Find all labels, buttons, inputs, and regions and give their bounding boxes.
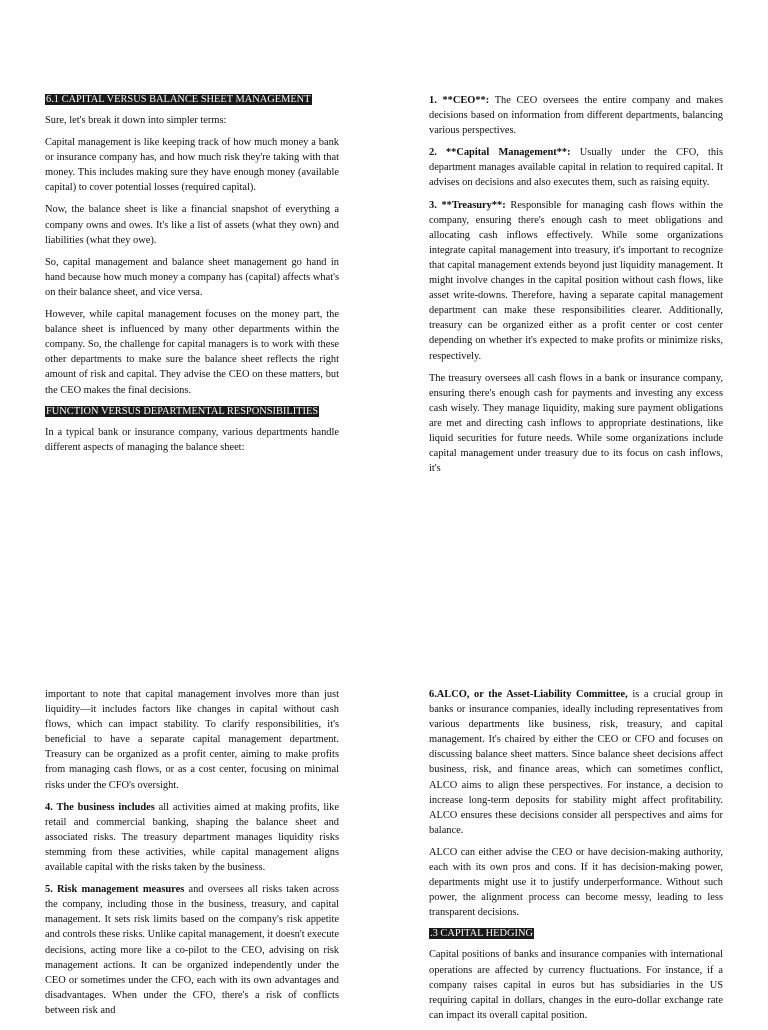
item-label: 6.ALCO, or the Asset-Liability Committee,	[429, 689, 628, 700]
item-label: 2. **Capital Management**:	[429, 147, 571, 159]
list-item	[429, 687, 723, 838]
paragraph: So, capital management and balance sheet management go hand in hand because how much money a company has (capital) affects what's on their balance sheet, and vice versa.	[45, 256, 339, 298]
column-bottom-left	[45, 687, 339, 1025]
heading-text: 6.1 CAPITAL VERSUS BALANCE SHEET MANAGEMENT	[46, 94, 311, 105]
item-text: and oversees all risks taken across the company, including those in the business, treasury, and capital management. It sets risk limits based on the company's risk appetite and controls these risks. Unlike capital management, it doesn't execute decisions, acting more like a co-pilot to the CEO, advising on risk management actions. It can be organized independently under the CEO or sometimes under the CFO, each with its own advantages and disadvantages. When under the CFO, there's a risk of conflicts between risk and	[45, 884, 339, 1016]
intro-paragraph: Sure, let's break it down into simpler terms:	[45, 115, 227, 126]
item-text: The CEO oversees the entire company and makes decisions based on information from different departments, balancing various perspectives.	[429, 95, 723, 137]
item-text: all activities aimed at making profits, like retail and commercial banking, shaping the balance sheet and associated risks. The treasury department manages liquidity risks stemming from these activities, while capital management aligns available capital with the risks taken by the business.	[45, 801, 339, 874]
section-heading	[45, 93, 339, 107]
paragraph: important to note that capital management involves more than just liquidity—it includes factors like changes in capital without cash flows, which can impact stability. To clarify responsibilities, it's beneficial to have a separate capital management department. Treasury can be organized as a profit center, aiming to make profits from managing cash flows, or as a cost center, focusing on minimal risks under the CFO's oversight.	[45, 689, 339, 791]
item-text: Responsible for managing cash flows within the company, ensuring there's enough cash to meet obligations and allocating cash inflows effectively. While some organizations integrate capital management into treasury, it's important to recognize that capital management extends beyond just liquidity management. It might involve changes in the capital position without cash flows, like asset write-downs. Therefore, having a separate capital management department can make these responsibilities clearer. Additionally, treasury can be organized either as a profit center or cost center depending on whether it's expected to make profits or minimize risks, respectively.	[429, 199, 723, 362]
paragraph: The treasury oversees all cash flows in a bank or insurance company, ensuring there's enough cash for payments and investing any excess cash wisely. They manage liquidity, making sure payment obligations are met and directing cash inflows to appropriate destinations, like liquid securities for future needs. While some organizations include capital management under treasury due to its focus on cash inflows, it's	[429, 372, 723, 475]
paragraph: Capital management is like keeping track of how much money a bank or insurance company has, and how much risk they're taking with that money. This includes making sure they have enough money (available capital) to cover potential losses (required capital).	[45, 137, 339, 194]
item-text: Usually under the CFO, this department manages available capital in relation to required capital. It advises on decisions and also executes them, such as raising equity.	[429, 147, 723, 189]
list-item	[429, 145, 723, 190]
item-label: 4. The business includes	[45, 801, 155, 813]
heading-text: FUNCTION VERSUS DEPARTMENTAL RESPONSIBILITIES	[46, 405, 319, 417]
item-label: 5. Risk management measures	[45, 884, 185, 896]
heading-text: .3 CAPITAL HEDGING	[430, 928, 533, 940]
paragraph: ALCO can either advise the CEO or have decision-making authority, each with its own pros and cons. If it has decision-making power, departments might use it to justify underperformance. Without such power, the alignment process can become messy, leading to less transparent decisions.	[429, 846, 723, 919]
paragraph: However, while capital management focuses on the money part, the balance sheet is influenced by many other departments within the company. So, the challenge for capital managers is to work with these other departments to make sure the balance sheet reflects the right amount of risk and capital. They advise the CEO on these matters, but the CEO makes the final decisions.	[45, 309, 339, 396]
paragraph: In a typical bank or insurance company, various departments handle different aspects of managing the balance sheet:	[45, 426, 339, 453]
column-top-left	[45, 93, 339, 462]
section-heading	[45, 405, 339, 419]
item-label: 3. **Treasury**:	[429, 199, 506, 211]
column-top-right	[429, 93, 723, 483]
section-heading	[429, 927, 723, 941]
list-item	[45, 882, 339, 1018]
item-text: is a crucial group in banks or insurance companies, ideally including representatives from various departments like business, risk, treasury, and capital management. It's chaired by either the CEO or CFO and focuses on discussing balance sheet matters. Since balance sheet decisions affect business, risk, and finance areas, which can sometimes conflict, ALCO aims to align these perspectives. For instance, a decision to increase long-term deposits for stability might affect profitability. ALCO ensures these decisions consider all perspectives and aims for balance.	[429, 689, 723, 836]
column-bottom-right	[429, 687, 723, 1030]
list-item	[45, 800, 339, 875]
paragraph: Now, the balance sheet is like a financial snapshot of everything a company owns and owes. It's like a list of assets (what they own) and liabilities (what they owe).	[45, 204, 339, 246]
list-item	[429, 93, 723, 138]
paragraph: Capital positions of banks and insurance companies with international operations are affected by currency fluctuations. For instance, if a company raises capital in euros but has subsidiaries in the US requiring capital in dollars, changes in the euro-dollar exchange rate can impact its overall capital position.	[429, 949, 723, 1021]
item-label: 1. **CEO**:	[429, 95, 490, 106]
list-item	[429, 198, 723, 364]
